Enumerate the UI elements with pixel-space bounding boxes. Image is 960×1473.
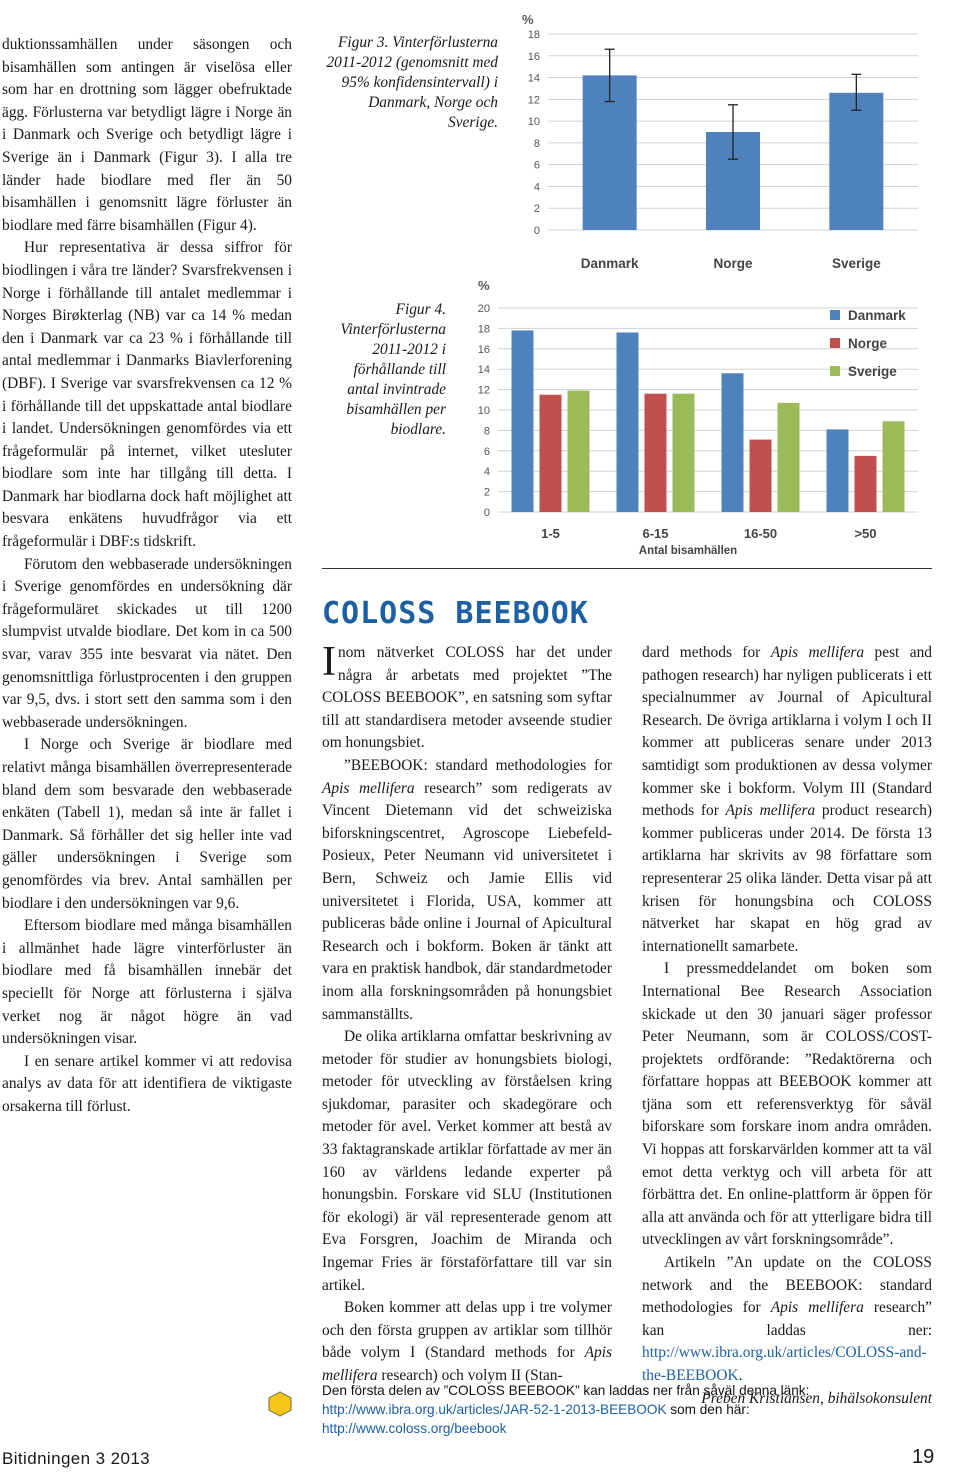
bar-sverige bbox=[883, 421, 905, 512]
section-title: COLOSS BEEBOOK bbox=[322, 596, 589, 631]
x-category-label: >50 bbox=[854, 526, 877, 541]
hexagon-bullet-icon bbox=[267, 1391, 293, 1417]
text: Boken kommer att delas upp i tre volymer och den första gruppen av artiklar som tillhör både volym I (Standard methods for bbox=[322, 1299, 612, 1362]
y-axis-label: % bbox=[522, 12, 534, 27]
paragraph: De olika artiklarna omfattar beskrivning av metoder för studier av honungsbiets biologi, metoder för utveckling av förståelsen kring sjukdomar, parasiter och skadegörare och metoder för avel. Verket kommer att bestå av 33 faktagranskade artiklar författade av mer än 160 av världens ledande experter på honungsbin. Forskare vid SLU (Institutionen för ekologi) är väl representerade genom att Eva Forsgren, Joachim de Miranda och Ingemar Fries är förstaförfattare till var sin artikel. bbox=[322, 1028, 612, 1294]
text: research” som redigerats av Vincent Dietemann vid det schweiziska biforskningscentret, Agroscope Liebefeld-Posieux, Peter Neumann vid universitetet i Bern, Schweiz och Jamie Ellis vid universitetet i Florida, USA, kommer att publiceras både online i Journal of Apicultural Research och i bokform. Boken är tänkt att vara en praktisk handbok, där standardmetoder inom alla forskningsområden på honungsbiet sammanställts. bbox=[322, 779, 613, 1023]
y-tick-label: 20 bbox=[477, 303, 490, 315]
bar-danmark bbox=[827, 429, 849, 512]
bar-sverige bbox=[568, 391, 590, 512]
bar-norge bbox=[750, 440, 772, 512]
figure3-bar-chart bbox=[508, 8, 928, 271]
x-category-label: Norge bbox=[713, 256, 753, 271]
x-category-label: 16-50 bbox=[743, 526, 778, 541]
article-left-column bbox=[2, 34, 292, 1119]
paragraph: I Norge och Sverige är biodlare med relativt många bisamhällen överrepresenterade bland dem som besvarade den webbaserade enkäten (Tabell 1), medan så inte är fallet i Danmark. Så förhåller det sig heller inte vad gäller undersökningen i Sverige som genomfördes via brev. Antal samhällen per biodlare i den undersökningen var 9,6. bbox=[2, 736, 292, 912]
article-right-column bbox=[642, 642, 932, 1410]
paragraph bbox=[642, 642, 932, 958]
species-name: Apis mellifera bbox=[322, 779, 415, 797]
text: product research) kommer publiceras under 2014. De första 13 artiklarna har skrivits av 98 författare som representerar 25 olika länder. Detta visar på att krisen för honungsbina och COLOSS nätverket har skapat en hög grad av internationellt samarbete. bbox=[642, 802, 933, 955]
species-name: Apis mellifera bbox=[322, 1344, 612, 1384]
y-tick-label: 4 bbox=[483, 466, 490, 479]
text: pest and pathogen research) har nyligen publicerats i ett specialnummer av Journal of Apicultural Research. De övriga artiklarna i volym I och II kommer att publiceras senare under 2013 samtidigt som produktionen av dessa volymer kommer ske i bokform. Volym III (Standard methods for bbox=[642, 644, 932, 820]
bar-sverige bbox=[778, 403, 800, 512]
text: dard methods for bbox=[642, 644, 771, 661]
y-tick-label: 12 bbox=[527, 94, 540, 107]
y-tick-label: 6 bbox=[533, 159, 540, 172]
bar-danmark bbox=[512, 330, 534, 512]
bar-sverige bbox=[673, 394, 695, 512]
y-tick-label: 18 bbox=[477, 323, 490, 336]
paragraph bbox=[322, 755, 612, 1026]
y-tick-label: 18 bbox=[527, 29, 540, 41]
paragraph: Hur representativa är dessa siffror för biodlingen i våra tre länder? Svarsfrekvensen i Norge i förhållande till antalet medlemmar i Norges Birøkterlag (NB) var ca 14 % medan den i Danmark var ca 23 % i förhållande till antal medlemmar i Danmarks Biavlerforening (DBF). I Sverige var svarsfrekvensen ca 12 % i förhållande till det uppskattade antal biodlare i landet. Undersökningen genomfördes via ett frågeformulär på internet, vilket utesluter biodlare som inte har tillgång till detta. I Danmark har biodlarna dock haft möjlighet att besvara enkätens huvudfrågor via ett frågeformulär i DBF:s tidskrift. bbox=[2, 239, 292, 551]
x-category-label: 1-5 bbox=[541, 526, 560, 541]
y-tick-label: 0 bbox=[483, 507, 490, 519]
bar-danmark bbox=[722, 373, 744, 512]
y-tick-label: 10 bbox=[477, 405, 490, 417]
bar-norge bbox=[645, 394, 667, 512]
legend-swatch bbox=[830, 310, 840, 320]
y-tick-label: 14 bbox=[477, 364, 490, 377]
species-name: Apis mellifera bbox=[770, 1299, 864, 1317]
y-tick-label: 4 bbox=[533, 181, 540, 194]
bar-norge bbox=[540, 395, 562, 512]
y-tick-label: 16 bbox=[477, 343, 490, 356]
x-category-label: Danmark bbox=[580, 256, 639, 271]
paragraph: I en senare artikel kommer vi att redovisa analys av data för att identifiera de viktigaste orsakerna till förlust. bbox=[2, 1052, 292, 1115]
paragraph: Förutom den webbaserade undersökningen i Sverige genomfördes en undersökning där frågeformuläret skickades ut till 1200 slumpvist utvalde biodlare. Det kom in ca 500 svar, varav 355 inte besvarat via nätet. Den genomsnittliga förlustprocenten i den gruppen var 9,5, dvs. i stort sett den samma som i den webbaserade undersökningen. bbox=[2, 555, 292, 731]
bar-danmark bbox=[617, 332, 639, 512]
author-signature: Preben Kristiansen, bihälsokonsulent bbox=[701, 1389, 932, 1407]
drop-cap: I bbox=[322, 639, 336, 685]
x-category-label: Sverige bbox=[831, 256, 881, 271]
figure4-bar-chart bbox=[458, 278, 930, 556]
text: research) och volym II (Stan- bbox=[377, 1367, 563, 1384]
article-link[interactable]: http://www.ibra.org.uk/articles/COLOSS-and-the-BEEBOOK bbox=[642, 1344, 927, 1384]
x-category-label: 6-15 bbox=[642, 526, 669, 541]
y-tick-label: 14 bbox=[527, 72, 540, 85]
species-name: Apis mellifera bbox=[725, 802, 816, 820]
page-number: 19 bbox=[912, 1446, 935, 1468]
legend-label: Norge bbox=[848, 336, 888, 351]
paragraph bbox=[322, 639, 612, 755]
y-tick-label: 8 bbox=[483, 425, 490, 438]
paragraph: I pressmeddelandet om boken som International Bee Research Association skickade ut den 30 januari säger professor Peter Neumann, som är COLOSS/COST-projektets ordförande: ”Redaktörerna och författare hoppas att BEEBOOK kommer att tjäna som ett referensverktyg för såväl biforskare som forskare inom andra områden. Vi hoppas att forskarvärlden kommer att ta väl emot detta verktyg och vill arbeta för att förbättra det. En online-plattform är öppen för alla att använda och för att ytterligare bidra till utvecklingen av vårt forskningsområde”. bbox=[642, 960, 932, 1249]
legend-label: Sverige bbox=[848, 364, 897, 379]
species-name: Apis mellifera bbox=[770, 644, 865, 661]
text: Den första delen av ”COLOSS BEEBOOK” kan laddas ner från såväl denna länk: bbox=[322, 1383, 810, 1398]
y-axis-label: % bbox=[478, 278, 490, 293]
y-tick-label: 12 bbox=[477, 384, 490, 397]
magazine-issue: Bitidningen 3 2013 bbox=[2, 1449, 151, 1468]
text: Artikeln ”An update on the COLOSS network and the BEEBOOK: standard methodologies for bbox=[642, 1254, 932, 1317]
paragraph bbox=[322, 1297, 612, 1387]
text: . bbox=[738, 1367, 743, 1384]
legend-swatch bbox=[830, 338, 840, 348]
bar-norge bbox=[855, 456, 877, 512]
y-tick-label: 8 bbox=[533, 137, 540, 150]
download-link-coloss[interactable]: http://www.coloss.org/beebook bbox=[322, 1421, 507, 1436]
y-tick-label: 6 bbox=[483, 445, 490, 458]
legend-label: Danmark bbox=[848, 308, 906, 323]
y-tick-label: 0 bbox=[533, 225, 540, 237]
text: research” kan laddas ner: bbox=[642, 1299, 932, 1339]
text: ”BEEBOOK: standard methodologies for bbox=[344, 756, 612, 774]
x-axis-label: Antal bisamhällen bbox=[638, 545, 738, 557]
figure3-caption: Figur 3. Vinterförlusterna 2011-2012 (genomsnitt med 95% konfidensintervall) i Danmark, Norge och Sverige. bbox=[326, 34, 498, 131]
y-tick-label: 10 bbox=[527, 116, 540, 129]
text: som den här: bbox=[666, 1402, 750, 1417]
y-tick-label: 16 bbox=[527, 50, 540, 63]
legend-swatch bbox=[830, 366, 840, 376]
paragraph-text: nom nätverket COLOSS har det under några år arbetats med projektet ”The COLOSS BEEBOOK”, en satsning som syftar till att standardisera metoder avseende studier om honungsbiet. bbox=[322, 644, 612, 752]
bar bbox=[829, 93, 883, 230]
y-tick-label: 2 bbox=[533, 203, 540, 216]
section-divider bbox=[322, 568, 932, 569]
download-note bbox=[322, 1381, 934, 1438]
paragraph: duktionssamhällen under säsongen och bisamhällen som antingen är viselösa eller som har en drottning som lägger obefruktade ägg. Förlusterna var betydligt lägre i Norge än i Danmark och Sverige och betydligt lägre i Sverige än i Danmark (Figur 3). I alla tre länder hade biodlare med fler än 50 bisamhällen i genomsnitt lägre förluster än biodlare med färre bisamhällen (Figur 4). bbox=[2, 36, 292, 234]
article-mid-column bbox=[322, 639, 613, 1388]
figure4-caption: Figur 4. Vinterförlusterna 2011-2012 i förhållande till antal invintrade bisamhällen per biodlare. bbox=[340, 301, 446, 438]
download-link-ibra[interactable]: http://www.ibra.org.uk/articles/JAR-52-1-2013-BEEBOOK bbox=[322, 1402, 667, 1417]
paragraph bbox=[642, 1252, 932, 1388]
y-tick-label: 2 bbox=[483, 486, 490, 499]
paragraph: Eftersom biodlare med många bisamhällen i allmänhet hade lägre vinterförluster än biodlare med få bisamhällen innebär det speciellt för Norge att förlusterna i själva verket nog är något högre än vad undersökningen visar. bbox=[2, 917, 292, 1048]
